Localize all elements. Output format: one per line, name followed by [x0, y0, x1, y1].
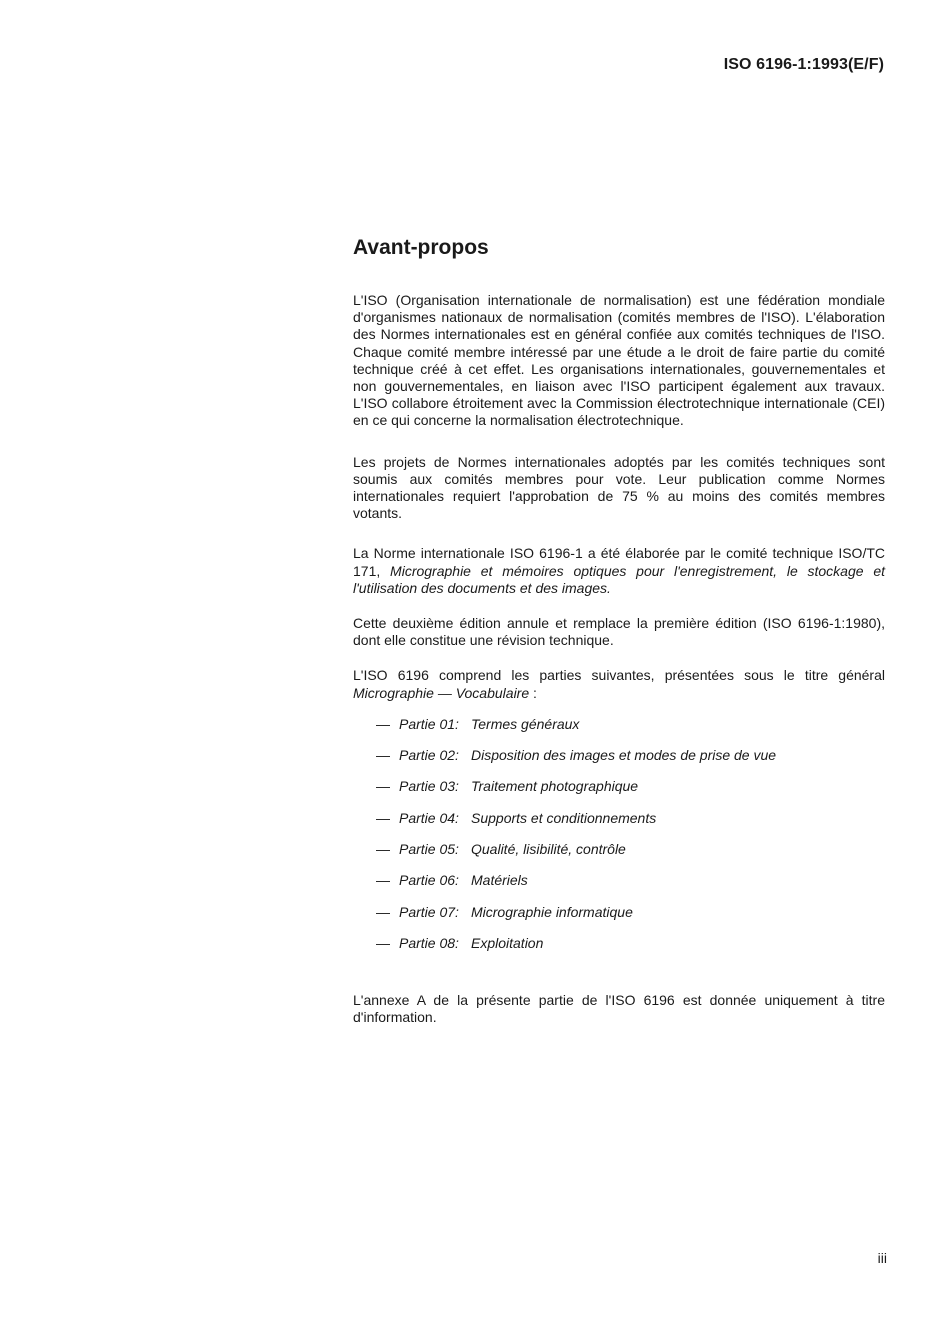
committee-title: Micrographie et mémoires optiques pour l'enregistrement, le stockage et l'utilisation des documents et des images.	[353, 562, 886, 596]
part-title: Qualité, lisibilité, contrôle	[471, 841, 626, 858]
paragraph-parts-intro	[353, 667, 885, 701]
list-item	[353, 716, 885, 747]
list-item	[353, 904, 885, 935]
foreword-section	[353, 234, 885, 1027]
list-item	[353, 747, 885, 778]
paragraph-draft-standards: Les projets de Normes internationales adoptés par les comités techniques sont soumis aux comités membres pour vote. Leur publication comme Normes internationales requiert l'approbation de 75 % au moins des comités membres votants.	[353, 453, 885, 522]
list-item	[353, 872, 885, 903]
list-item	[353, 935, 885, 966]
paragraph-edition: Cette deuxième édition annule et remplace la première édition (ISO 6196-1:1980), dont elle constitue une révision technique.	[353, 615, 885, 649]
paragraph-iso-intro: L'ISO (Organisation internationale de normalisation) est une fédération mondiale d'organismes nationaux de normalisation (comités membres de l'ISO). L'élaboration des Normes internationales est en général confiée aux comités techniques de l'ISO. Chaque comité membre intéressé par une étude a le droit de faire partie du comité technique créé à cet effet. Les organisations internationales, gouvernementales et non gouvernementales, en liaison avec l'ISO participent également aux travaux. L'ISO collabore étroitement avec la Commission électrotechnique internationale (CEI) en ce qui concerne la normalisation électrotechnique.	[353, 292, 885, 429]
page-title: Avant-propos	[353, 236, 489, 259]
parts-list	[353, 716, 885, 966]
part-title: Traitement photographique	[471, 778, 639, 795]
part-title: Termes généraux	[471, 715, 580, 732]
list-item	[353, 778, 885, 809]
part-label: Partie 03:	[399, 778, 459, 795]
paragraph-parts-intro-text: L'ISO 6196 comprend les parties suivantes, présentées sous le titre général	[353, 667, 885, 684]
dash: —	[376, 747, 390, 764]
dash: —	[376, 715, 390, 732]
paragraph-parts-intro-end: :	[529, 684, 537, 701]
part-label: Partie 04:	[399, 809, 459, 826]
dash: —	[376, 903, 390, 920]
part-label: Partie 01:	[399, 715, 459, 732]
list-item	[353, 810, 885, 841]
document-id: ISO 6196-1:1993(E/F)	[723, 56, 884, 73]
part-label: Partie 05:	[399, 841, 459, 858]
part-title: Supports et conditionnements	[471, 809, 657, 826]
part-title: Exploitation	[471, 934, 544, 951]
paragraph-technical-committee	[353, 545, 885, 597]
dash: —	[376, 934, 390, 951]
part-title: Matériels	[471, 872, 528, 889]
dash: —	[376, 872, 390, 889]
part-label: Partie 02:	[399, 747, 459, 764]
part-title: Disposition des images et modes de prise de vue	[471, 747, 777, 764]
dash: —	[376, 809, 390, 826]
part-label: Partie 07:	[399, 903, 459, 920]
part-title: Micrographie informatique	[471, 903, 633, 920]
part-label: Partie 06:	[399, 872, 459, 889]
paragraph-annex: L'annexe A de la présente partie de l'ISO 6196 est donnée uniquement à titre d'information.	[353, 992, 885, 1026]
part-label: Partie 08:	[399, 934, 459, 951]
dash: —	[376, 841, 390, 858]
dash: —	[376, 778, 390, 795]
list-item	[353, 841, 885, 872]
general-title: Micrographie — Vocabulaire	[353, 684, 530, 701]
paragraph-technical-committee-text: La Norme internationale ISO 6196-1 a été élaborée par le comité technique ISO/TC 171,	[353, 545, 885, 579]
page-number: iii	[877, 1250, 887, 1266]
